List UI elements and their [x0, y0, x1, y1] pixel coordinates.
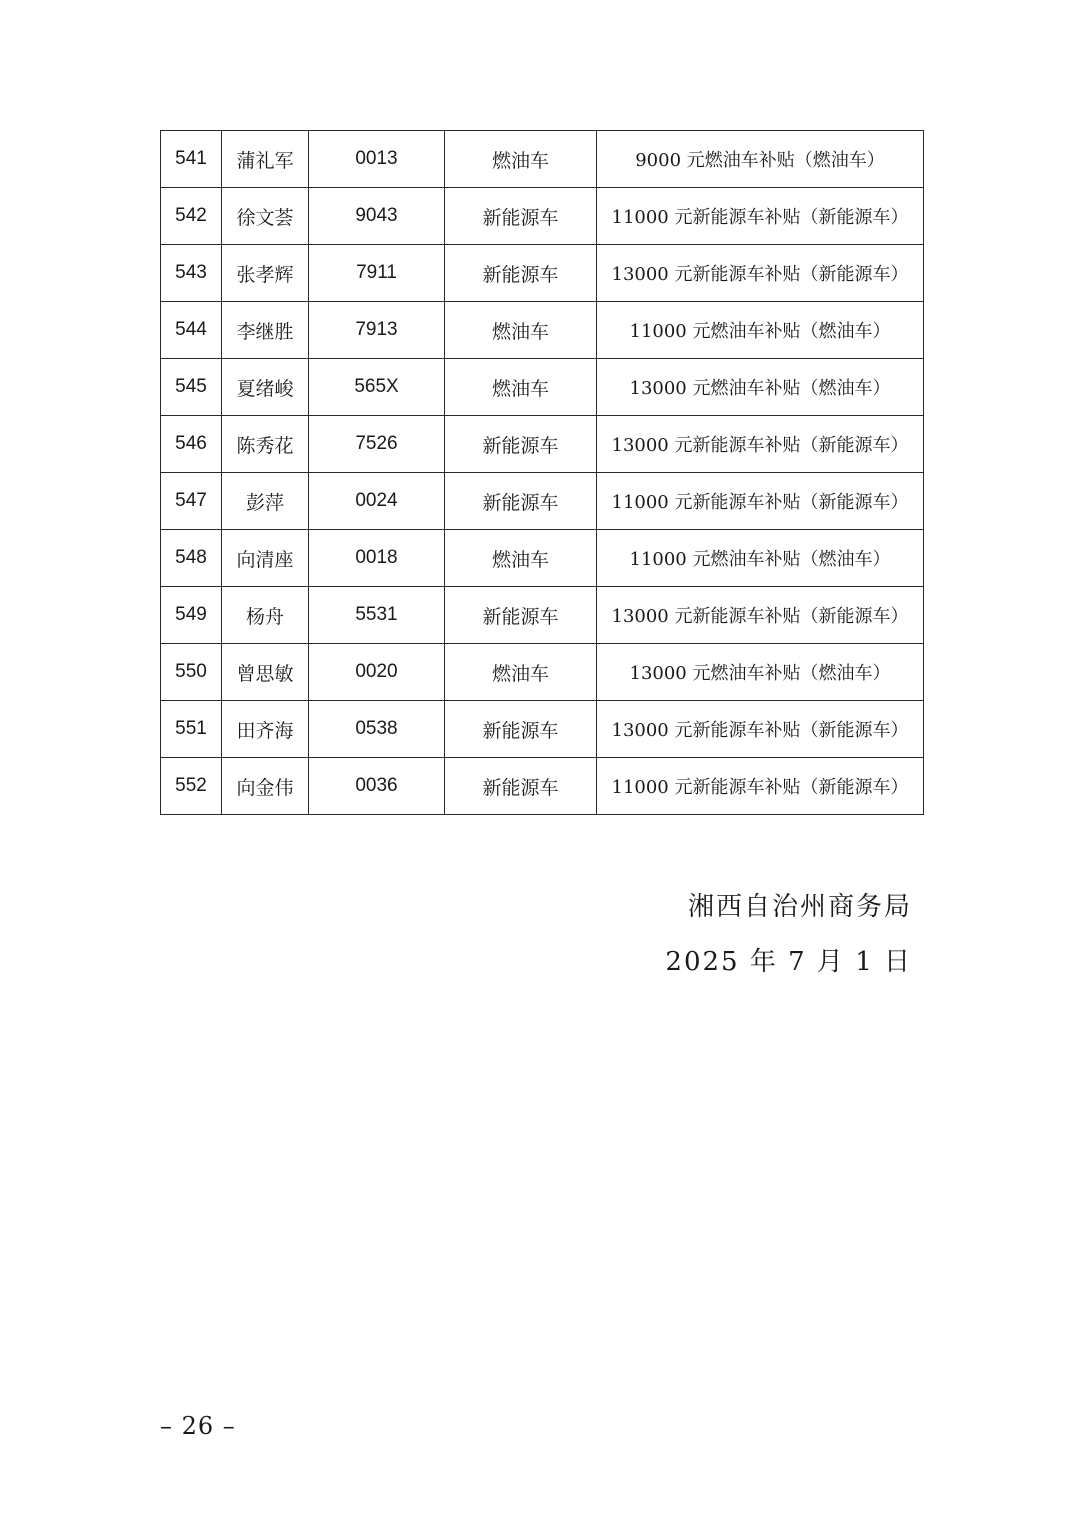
vehicle-type-cell: 燃油车: [445, 131, 597, 188]
vehicle-type-cell: 新能源车: [445, 587, 597, 644]
vehicle-type-cell: 新能源车: [445, 473, 597, 530]
subsidy-list-table: [160, 130, 924, 815]
name-cell: 向清座: [222, 530, 309, 587]
vehicle-type-cell: 燃油车: [445, 644, 597, 701]
subsidy-cell: 11000 元燃油车补贴（燃油车）: [597, 530, 924, 587]
vehicle-type-cell: 新能源车: [445, 758, 597, 815]
row-number-cell: 548: [161, 530, 222, 587]
issue-date: 2025 年 7 月 1 日: [665, 947, 912, 977]
subsidy-cell: 13000 元燃油车补贴（燃油车）: [597, 359, 924, 416]
subsidy-cell: 13000 元燃油车补贴（燃油车）: [597, 644, 924, 701]
row-number-cell: 542: [161, 188, 222, 245]
id-suffix-cell: 0538: [309, 701, 445, 758]
id-suffix-cell: 7913: [309, 302, 445, 359]
id-suffix-cell: 0036: [309, 758, 445, 815]
row-number-cell: 546: [161, 416, 222, 473]
name-cell: 陈秀花: [222, 416, 309, 473]
id-suffix-cell: 0018: [309, 530, 445, 587]
table-row: [161, 302, 924, 359]
table-row: [161, 473, 924, 530]
row-number-cell: 545: [161, 359, 222, 416]
vehicle-type-cell: 新能源车: [445, 416, 597, 473]
vehicle-type-cell: 燃油车: [445, 530, 597, 587]
vehicle-type-cell: 燃油车: [445, 302, 597, 359]
table-row: [161, 758, 924, 815]
name-cell: 向金伟: [222, 758, 309, 815]
name-cell: 杨舟: [222, 587, 309, 644]
row-number-cell: 544: [161, 302, 222, 359]
name-cell: 张孝辉: [222, 245, 309, 302]
vehicle-type-cell: 新能源车: [445, 245, 597, 302]
subsidy-cell: 13000 元新能源车补贴（新能源车）: [597, 245, 924, 302]
subsidy-cell: 9000 元燃油车补贴（燃油车）: [597, 131, 924, 188]
row-number-cell: 552: [161, 758, 222, 815]
id-suffix-cell: 9043: [309, 188, 445, 245]
row-number-cell: 541: [161, 131, 222, 188]
id-suffix-cell: 0024: [309, 473, 445, 530]
vehicle-type-cell: 新能源车: [445, 188, 597, 245]
subsidy-cell: 13000 元新能源车补贴（新能源车）: [597, 701, 924, 758]
table-body: [161, 131, 924, 815]
id-suffix-cell: 5531: [309, 587, 445, 644]
subsidy-cell: 11000 元新能源车补贴（新能源车）: [597, 758, 924, 815]
subsidy-cell: 11000 元燃油车补贴（燃油车）: [597, 302, 924, 359]
name-cell: 蒲礼军: [222, 131, 309, 188]
table-row: [161, 131, 924, 188]
subsidy-cell: 13000 元新能源车补贴（新能源车）: [597, 416, 924, 473]
table-row: [161, 245, 924, 302]
id-suffix-cell: 565X: [309, 359, 445, 416]
issuing-organization: 湘西自治州商务局: [687, 892, 912, 922]
row-number-cell: 543: [161, 245, 222, 302]
name-cell: 田齐海: [222, 701, 309, 758]
table-row: [161, 359, 924, 416]
subsidy-cell: 11000 元新能源车补贴（新能源车）: [597, 188, 924, 245]
name-cell: 曾思敏: [222, 644, 309, 701]
id-suffix-cell: 7911: [309, 245, 445, 302]
subsidy-cell: 11000 元新能源车补贴（新能源车）: [597, 473, 924, 530]
name-cell: 徐文荟: [222, 188, 309, 245]
table-row: [161, 530, 924, 587]
row-number-cell: 549: [161, 587, 222, 644]
table-row: [161, 416, 924, 473]
row-number-cell: 547: [161, 473, 222, 530]
vehicle-type-cell: 燃油车: [445, 359, 597, 416]
page-number: – 26 –: [160, 1412, 236, 1440]
row-number-cell: 551: [161, 701, 222, 758]
name-cell: 彭萍: [222, 473, 309, 530]
name-cell: 夏绪峻: [222, 359, 309, 416]
id-suffix-cell: 0013: [309, 131, 445, 188]
id-suffix-cell: 7526: [309, 416, 445, 473]
vehicle-type-cell: 新能源车: [445, 701, 597, 758]
id-suffix-cell: 0020: [309, 644, 445, 701]
table-row: [161, 587, 924, 644]
signature-block: [665, 880, 912, 990]
subsidy-cell: 13000 元新能源车补贴（新能源车）: [597, 587, 924, 644]
table-row: [161, 644, 924, 701]
table-row: [161, 701, 924, 758]
row-number-cell: 550: [161, 644, 222, 701]
table-row: [161, 188, 924, 245]
name-cell: 李继胜: [222, 302, 309, 359]
